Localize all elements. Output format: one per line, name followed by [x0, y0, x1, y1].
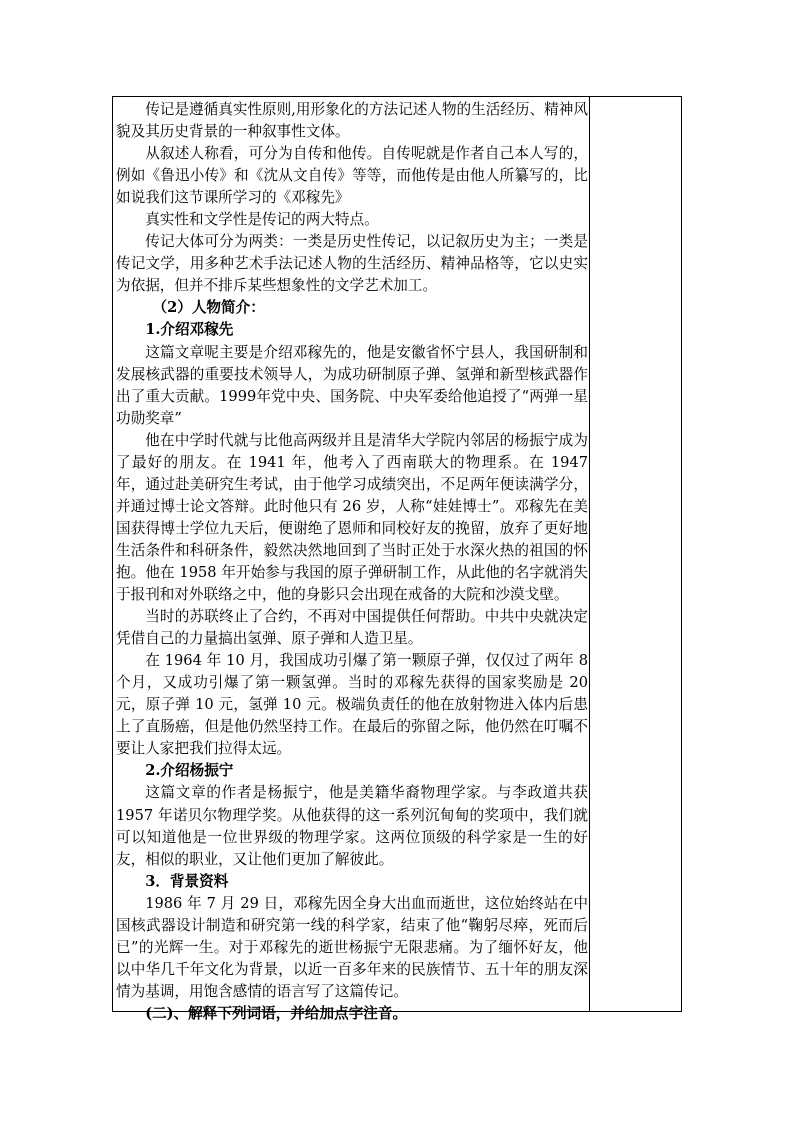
body-paragraph: 真实性和文学性是传记的两大特点。: [145, 211, 379, 229]
body-paragraph: 1986 年 7 月 29 日，邓稼先因全身大出血而逝世，这位始终站在中国核武器设计制造和研究第一线的科学家，结束了他“鞠躬尽瘁，死而后已”的光辉一生。对于邓稼先的逝世杨振宁无限悲痛。为了缅怀好友，他以中华几千年文化为背景，以近一百多年来的民族情节、五十年的朋友深情为基调，用饱含感情的语言写了这篇传记。: [116, 894, 588, 1000]
body-paragraph: 他在中学时代就与比他高两级并且是清华大学院内邻居的杨振宁成为了最好的朋友。在 1941 年，他考入了西南联大的物理系。在 1947 年，通过赴美研究生考试，由于他学习成绩突出，不足两年便读满学分，并通过博士论文答辩。此时他只有 26 岁，人称“娃娃博士”。邓稼先在美国获得博士学位九天后，便谢绝了恩师和同校好友的挽留，放弃了更好地生活条件和科研条件，毅然决然地回到了当时正处于水深火热的祖国的怀抱。他在 1958 年开始参与我国的原子弹研制工作，从此他的名字就消失于报刊和对外联络之中，他的身影只会出现在戒备的大院和沙漠戈壁。: [116, 431, 588, 604]
body-paragraph: 传记是遵循真实性原则,用形象化的方法记述人物的生活经历、精神风貌及其历史背景的一种叙事性文体。: [116, 101, 588, 141]
column-divider: [589, 97, 590, 1011]
section-heading: （2）人物简介：: [152, 299, 265, 317]
section-heading: (二)、解释下列词语，并给加点字注音。: [145, 1004, 408, 1022]
section-heading: 2.介绍杨振宁: [145, 762, 234, 780]
body-paragraph: 在 1964 年 10 月，我国成功引爆了第一颗原子弹，仅仅过了两年 8 个月，又成功引爆了第一颗氢弹。当时的邓稼先获得的国家奖励是 20 元，原子弹 10 元，氢弹 10 元。极端负责任的他在放射物进入体内后患上了直肠癌，但是他仍然坚持工作。在最后的弥留之际，他仍然在叮嘱不要让人家把我们拉得太远。: [116, 652, 588, 758]
section-heading: 1.介绍邓稼先: [145, 321, 234, 339]
body-paragraph: 传记大体可分为两类：一类是历史性传记，以记叙历史为主；一类是传记文学，用多种艺术手法记述人物的生活经历、精神品格等，它以史实为依据，但并不排斥某些想象性的文学艺术加工。: [116, 233, 588, 295]
section-heading: 3．背景资料: [145, 872, 229, 890]
body-paragraph: 当时的苏联终止了合约，不再对中国提供任何帮助。中共中央就决定凭借自己的力量搞出氢弹、原子弹和人造卫星。: [116, 608, 588, 648]
body-paragraph: 从叙述人称看，可分为自传和他传。自传呢就是作者自己本人写的，例如《鲁迅小传》和《沈从文自传》等等，而他传是由他人所纂写的，比如说我们这节课所学习的《邓稼先》: [116, 145, 588, 207]
content-cell: [116, 99, 588, 1025]
lesson-table: [112, 96, 682, 1022]
body-paragraph: 这篇文章呢主要是介绍邓稼先的，他是安徽省怀宁县人，我国研制和发展核武器的重要技术领导人，为成功研制原子弹、氢弹和新型核武器作出了重大贡献。1999年党中央、国务院、中央军委给他追授了“两弹一星功勋奖章”: [116, 343, 588, 427]
body-paragraph: 这篇文章的作者是杨振宁，他是美籍华裔物理学家。与李政道共获 1957 年诺贝尔物理学奖。从他获得的这一系列沉甸甸的奖项中，我们就可以知道他是一位世界级的物理学家。这两位顶级的科学家是一生的好友，相似的职业，又让他们更加了解彼此。: [116, 784, 588, 868]
